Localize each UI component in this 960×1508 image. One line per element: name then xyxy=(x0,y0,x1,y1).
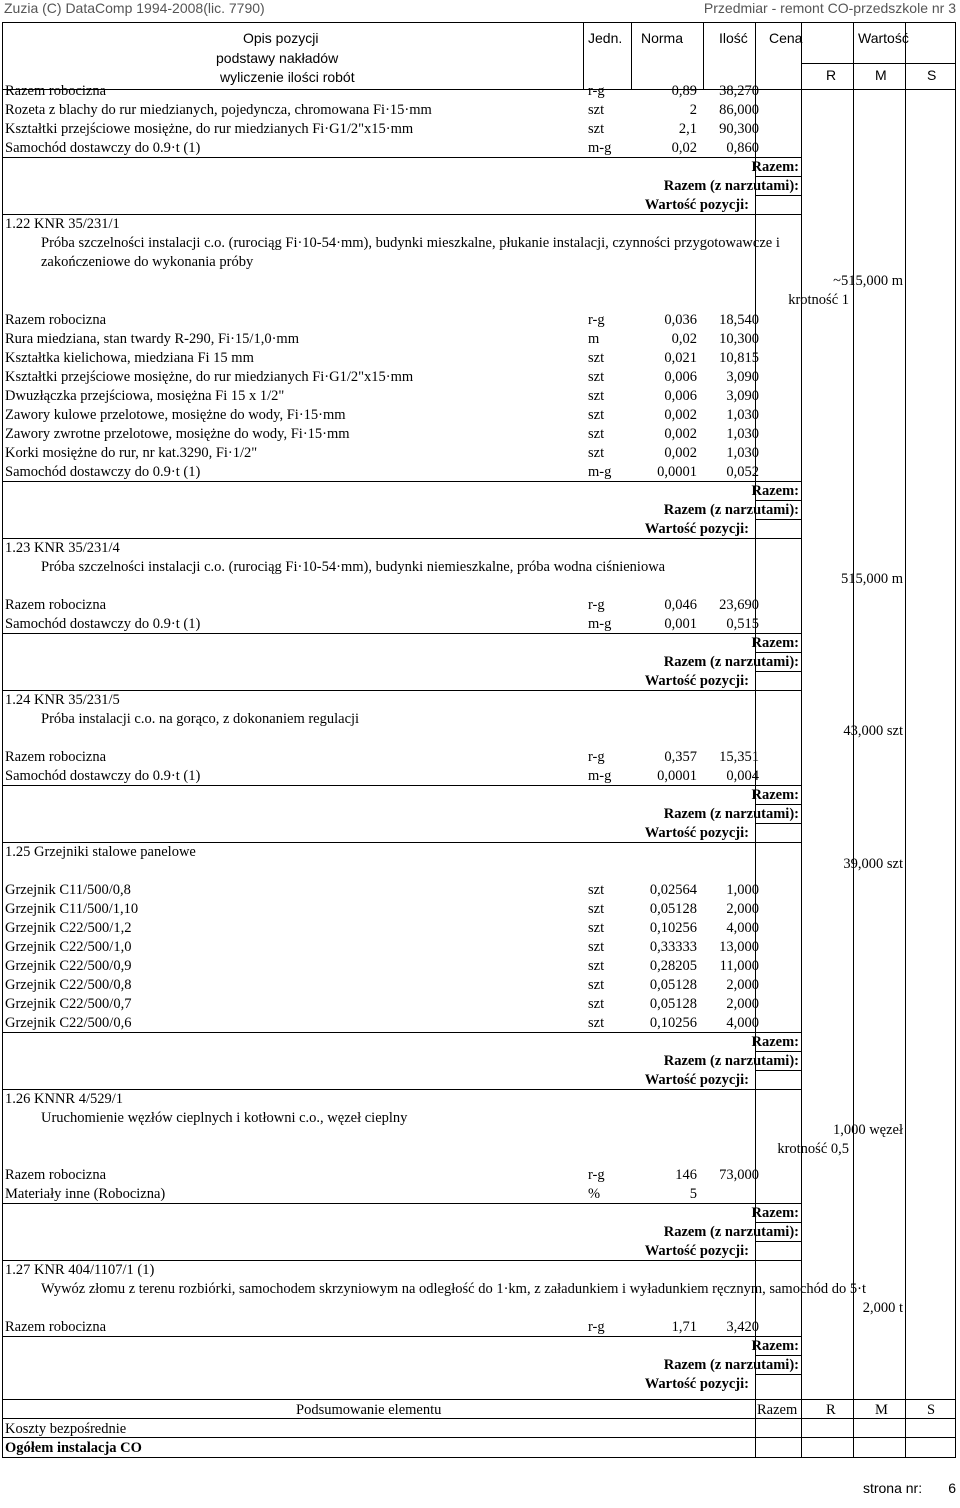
wartosc-pozycji-label: Wartość pozycji: xyxy=(644,197,749,213)
item-quantity: 86,000 xyxy=(719,102,759,118)
position-divider xyxy=(3,538,801,539)
razem-label: Razem: xyxy=(751,787,799,803)
item-norm: 0,02564 xyxy=(649,882,697,898)
page-number: 6 xyxy=(948,1480,956,1496)
header-norma: Norma xyxy=(641,30,684,46)
position-quantity: 43,000 szt xyxy=(843,723,903,739)
item-description: Zawory kulowe przelotowe, mosiężne do wody, Fi·15·mm xyxy=(5,407,346,423)
razem-z-narzutami-label: Razem (z narzutami): xyxy=(663,1224,799,1240)
item-description: Rozeta z blachy do rur miedzianych, pojedyncza, chromowana Fi·15·mm xyxy=(5,102,432,118)
item-unit: r-g xyxy=(588,1319,605,1335)
item-unit: szt xyxy=(588,882,605,898)
item-norm: 0,0001 xyxy=(657,464,697,480)
item-norm: 0,001 xyxy=(664,616,697,632)
item-description: Rura miedziana, stan twardy R-290, Fi·15/1,0·mm xyxy=(5,331,299,347)
row-divider xyxy=(3,1203,801,1204)
item-unit: szt xyxy=(588,939,605,955)
item-norm: 0,006 xyxy=(664,388,697,404)
position-divider xyxy=(3,690,801,691)
item-quantity: 1,030 xyxy=(726,426,759,442)
item-unit: szt xyxy=(588,920,605,936)
position-quantity: 515,000 m xyxy=(840,571,903,587)
header-wartosc: Wartość xyxy=(858,30,909,46)
cell-divider xyxy=(755,1374,801,1375)
item-description: Kształtka kielichowa, miedziana Fi 15 mm xyxy=(5,350,254,366)
item-description: Razem robocizna xyxy=(5,1167,107,1183)
item-unit: szt xyxy=(588,388,605,404)
item-description: Samochód dostawczy do 0.9·t (1) xyxy=(5,768,201,784)
item-unit: szt xyxy=(588,996,605,1012)
estimate-table xyxy=(2,22,956,1458)
wartosc-pozycji-label: Wartość pozycji: xyxy=(644,521,749,537)
cell-divider xyxy=(755,823,801,824)
razem-label: Razem: xyxy=(751,1034,799,1050)
position-multiplier: krotność 1 xyxy=(788,292,849,308)
header-ilosc: Ilość xyxy=(719,30,748,46)
item-norm: 0,28205 xyxy=(649,958,697,974)
razem-label: Razem: xyxy=(751,1205,799,1221)
item-description: Grzejnik C22/500/0,9 xyxy=(5,958,132,974)
koszty-bezposrednie: Koszty bezpośrednie xyxy=(5,1421,127,1437)
razem-z-narzutami-label: Razem (z narzutami): xyxy=(663,178,799,194)
item-norm: 2,1 xyxy=(678,121,697,137)
document-title: Przedmiar - remont CO-przedszkole nr 3 xyxy=(703,0,956,16)
position-divider xyxy=(3,842,801,843)
position-quantity: 2,000 t xyxy=(862,1300,903,1316)
header-wyliczenie: wyliczenie ilości robót xyxy=(220,69,355,85)
position-header: 1.25 Grzejniki stalowe panelowe xyxy=(5,844,196,860)
summary-divider xyxy=(3,1399,955,1400)
item-quantity: 38,270 xyxy=(719,83,759,99)
wartosc-pozycji-label: Wartość pozycji: xyxy=(644,825,749,841)
position-quantity: 39,000 szt xyxy=(843,856,903,872)
cell-divider xyxy=(755,500,801,501)
page-label: strona nr: xyxy=(862,1480,923,1496)
position-description: Próba szczelności instalacji c.o. (rurociąg Fi·10-54·mm), budynki mieszkalne, płukanie instalacji, czynności przygotowawcze i xyxy=(41,235,780,251)
item-description: Materiały inne (Robocizna) xyxy=(5,1186,166,1202)
item-unit: szt xyxy=(588,977,605,993)
cell-divider xyxy=(755,1222,801,1223)
position-description: Uruchomienie węzłów cieplnych i kotłowni c.o., węzeł cieplny xyxy=(41,1110,408,1126)
program-info: Zuzia (C) DataComp 1994-2008(lic. 7790) xyxy=(4,0,265,16)
col-divider-r xyxy=(801,23,802,1457)
item-unit: szt xyxy=(588,369,605,385)
item-quantity: 23,690 xyxy=(719,597,759,613)
item-quantity: 3,090 xyxy=(726,369,759,385)
item-norm: 1,71 xyxy=(671,1319,697,1335)
position-quantity: 1,000 węzeł xyxy=(832,1122,903,1138)
item-norm: 2 xyxy=(689,102,697,118)
col-divider-norma xyxy=(631,23,632,89)
item-unit: m-g xyxy=(588,140,612,156)
position-description: Próba szczelności instalacji c.o. (rurociąg Fi·10-54·mm), budynki niemieszkalne, próba wodna ciśnieniowa xyxy=(41,559,666,575)
position-description-continued: zakończeniowe do wykonania próby xyxy=(41,254,254,270)
item-quantity: 3,090 xyxy=(726,388,759,404)
position-header: 1.23 KNR 35/231/4 xyxy=(5,540,120,556)
ogolem-instalacja: Ogółem instalacja CO xyxy=(5,1440,142,1456)
item-quantity: 1,030 xyxy=(726,445,759,461)
item-unit: r-g xyxy=(588,597,605,613)
item-norm: 0,02 xyxy=(671,140,697,156)
col-divider-ilosc xyxy=(703,23,704,89)
position-header: 1.26 KNNR 4/529/1 xyxy=(5,1091,124,1107)
item-quantity: 0,515 xyxy=(726,616,759,632)
cell-divider xyxy=(755,195,801,196)
item-norm: 0,02 xyxy=(671,331,697,347)
item-unit: m-g xyxy=(588,768,612,784)
item-norm: 0,021 xyxy=(664,350,697,366)
item-norm: 0,89 xyxy=(671,83,697,99)
item-unit: r-g xyxy=(588,749,605,765)
table-header xyxy=(3,23,955,90)
item-quantity: 90,300 xyxy=(719,121,759,137)
item-quantity: 2,000 xyxy=(726,977,759,993)
wartosc-pozycji-label: Wartość pozycji: xyxy=(644,1243,749,1259)
item-norm: 0,05128 xyxy=(649,977,697,993)
item-quantity: 4,000 xyxy=(726,920,759,936)
summary-razem: Razem xyxy=(757,1402,798,1418)
item-unit: m-g xyxy=(588,464,612,480)
item-norm: 0,05128 xyxy=(649,996,697,1012)
item-description: Razem robocizna xyxy=(5,1319,107,1335)
wartosc-pozycji-label: Wartość pozycji: xyxy=(644,1376,749,1392)
razem-label: Razem: xyxy=(751,635,799,651)
position-description: Próba instalacji c.o. na gorąco, z dokonaniem regulacji xyxy=(41,711,360,727)
item-quantity: 10,300 xyxy=(719,331,759,347)
item-norm: 0,10256 xyxy=(649,1015,697,1031)
row-divider xyxy=(3,785,801,786)
item-quantity: 11,000 xyxy=(719,958,759,974)
item-quantity: 1,030 xyxy=(726,407,759,423)
summary-row-divider xyxy=(3,1418,955,1419)
item-description: Dwuzłączka przejściowa, mosiężna Fi 15 x 1/2" xyxy=(5,388,285,404)
cell-divider xyxy=(755,519,801,520)
item-description: Kształtki przejściowe mosiężne, do rur miedzianych Fi·G1/2"x15·mm xyxy=(5,121,414,137)
item-unit: szt xyxy=(588,901,605,917)
razem-z-narzutami-label: Razem (z narzutami): xyxy=(663,1357,799,1373)
item-description: Samochód dostawczy do 0.9·t (1) xyxy=(5,616,201,632)
position-multiplier: krotność 0,5 xyxy=(777,1141,849,1157)
item-description: Razem robocizna xyxy=(5,312,107,328)
item-unit: r-g xyxy=(588,312,605,328)
position-description: Wywóz złomu z terenu rozbiórki, samochodem skrzyniowym na odległość do 1·km, z załadunkiem i wyładunkiem ręcznym, samochód do 5·t xyxy=(41,1281,866,1297)
item-quantity: 18,540 xyxy=(719,312,759,328)
item-description: Grzejnik C22/500/0,6 xyxy=(5,1015,132,1031)
position-header: 1.24 KNR 35/231/5 xyxy=(5,692,120,708)
cell-divider xyxy=(755,652,801,653)
item-quantity: 0,860 xyxy=(726,140,759,156)
position-divider xyxy=(3,1089,801,1090)
cell-divider xyxy=(755,804,801,805)
item-quantity: 2,000 xyxy=(726,901,759,917)
cell-divider xyxy=(755,176,801,177)
razem-z-narzutami-label: Razem (z narzutami): xyxy=(663,502,799,518)
item-norm: 0,05128 xyxy=(649,901,697,917)
item-description: Grzejnik C22/500/1,0 xyxy=(5,939,132,955)
summary-s: S xyxy=(927,1402,936,1418)
item-norm: 0,0001 xyxy=(657,768,697,784)
header-m: M xyxy=(875,67,887,83)
row-divider xyxy=(3,1032,801,1033)
item-unit: szt xyxy=(588,445,605,461)
item-norm: 0,002 xyxy=(664,445,697,461)
cell-divider xyxy=(755,1355,801,1356)
item-norm: 5 xyxy=(689,1186,697,1202)
item-unit: m xyxy=(588,331,600,347)
item-description: Samochód dostawczy do 0.9·t (1) xyxy=(5,140,201,156)
page-header xyxy=(0,0,960,18)
item-unit: % xyxy=(588,1186,601,1202)
item-unit: m-g xyxy=(588,616,612,632)
item-quantity: 2,000 xyxy=(726,996,759,1012)
header-divider xyxy=(801,63,955,64)
item-norm: 0,10256 xyxy=(649,920,697,936)
razem-label: Razem: xyxy=(751,1338,799,1354)
cell-divider xyxy=(755,671,801,672)
page-footer xyxy=(863,1480,956,1496)
col-divider-s xyxy=(905,23,906,1457)
item-unit: szt xyxy=(588,102,605,118)
item-description: Grzejnik C11/500/0,8 xyxy=(5,882,131,898)
summary-r: R xyxy=(826,1402,836,1418)
row-divider xyxy=(3,481,801,482)
row-divider xyxy=(3,157,801,158)
item-quantity: 3,420 xyxy=(726,1319,759,1335)
koszty-divider xyxy=(3,1437,955,1438)
item-description: Razem robocizna xyxy=(5,597,107,613)
item-unit: szt xyxy=(588,121,605,137)
item-norm: 0,036 xyxy=(664,312,697,328)
item-unit: szt xyxy=(588,426,605,442)
wartosc-pozycji-label: Wartość pozycji: xyxy=(644,673,749,689)
row-divider xyxy=(3,633,801,634)
col-divider-jedn xyxy=(583,23,584,89)
item-description: Grzejnik C11/500/1,10 xyxy=(5,901,139,917)
razem-z-narzutami-label: Razem (z narzutami): xyxy=(663,654,799,670)
summary-m: M xyxy=(875,1402,888,1418)
summary-title: Podsumowanie elementu xyxy=(296,1402,442,1418)
item-unit: r-g xyxy=(588,83,605,99)
item-quantity: 0,052 xyxy=(726,464,759,480)
cell-divider xyxy=(755,1241,801,1242)
item-description: Grzejnik C22/500/0,8 xyxy=(5,977,132,993)
header-s: S xyxy=(927,67,937,83)
wartosc-pozycji-label: Wartość pozycji: xyxy=(644,1072,749,1088)
item-unit: szt xyxy=(588,1015,605,1031)
item-unit: r-g xyxy=(588,1167,605,1183)
razem-z-narzutami-label: Razem (z narzutami): xyxy=(663,806,799,822)
header-jedn: Jedn. xyxy=(588,30,623,46)
position-divider xyxy=(3,1260,801,1261)
position-header: 1.22 KNR 35/231/1 xyxy=(5,216,120,232)
position-header: 1.27 KNR 404/1107/1 (1) xyxy=(5,1262,155,1278)
header-r: R xyxy=(826,67,837,83)
item-description: Kształtki przejściowe mosiężne, do rur miedzianych Fi·G1/2"x15·mm xyxy=(5,369,414,385)
razem-label: Razem: xyxy=(751,159,799,175)
item-description: Razem robocizna xyxy=(5,83,107,99)
row-divider xyxy=(3,1336,801,1337)
header-cena: Cena xyxy=(769,30,803,46)
item-norm: 0,006 xyxy=(664,369,697,385)
item-norm: 0,357 xyxy=(664,749,697,765)
razem-label: Razem: xyxy=(751,483,799,499)
item-description: Samochód dostawczy do 0.9·t (1) xyxy=(5,464,201,480)
header-podstawy: podstawy nakładów xyxy=(216,50,339,66)
item-description: Zawory zwrotne przelotowe, mosiężne do wody, Fi·15·mm xyxy=(5,426,350,442)
razem-z-narzutami-label: Razem (z narzutami): xyxy=(663,1053,799,1069)
item-description: Grzejnik C22/500/0,7 xyxy=(5,996,132,1012)
item-description: Razem robocizna xyxy=(5,749,107,765)
item-norm: 146 xyxy=(675,1167,697,1183)
header-opis: Opis pozycji xyxy=(243,30,319,46)
item-quantity: 0,004 xyxy=(726,768,759,784)
item-unit: szt xyxy=(588,958,605,974)
item-norm: 0,046 xyxy=(664,597,697,613)
item-quantity: 15,351 xyxy=(719,749,759,765)
item-quantity: 73,000 xyxy=(719,1167,759,1183)
item-description: Grzejnik C22/500/1,2 xyxy=(5,920,132,936)
item-quantity: 10,815 xyxy=(719,350,759,366)
item-unit: szt xyxy=(588,350,605,366)
item-quantity: 4,000 xyxy=(726,1015,759,1031)
cell-divider xyxy=(755,1070,801,1071)
item-norm: 0,002 xyxy=(664,407,697,423)
item-unit: szt xyxy=(588,407,605,423)
cell-divider xyxy=(755,1051,801,1052)
position-divider xyxy=(3,214,801,215)
item-description: Korki mosiężne do rur, nr kat.3290, Fi·1/2" xyxy=(5,445,258,461)
col-divider-m xyxy=(853,23,854,1457)
item-norm: 0,002 xyxy=(664,426,697,442)
position-quantity: ~515,000 m xyxy=(833,273,903,289)
item-quantity: 1,000 xyxy=(726,882,759,898)
item-norm: 0,33333 xyxy=(649,939,697,955)
item-quantity: 13,000 xyxy=(719,939,759,955)
